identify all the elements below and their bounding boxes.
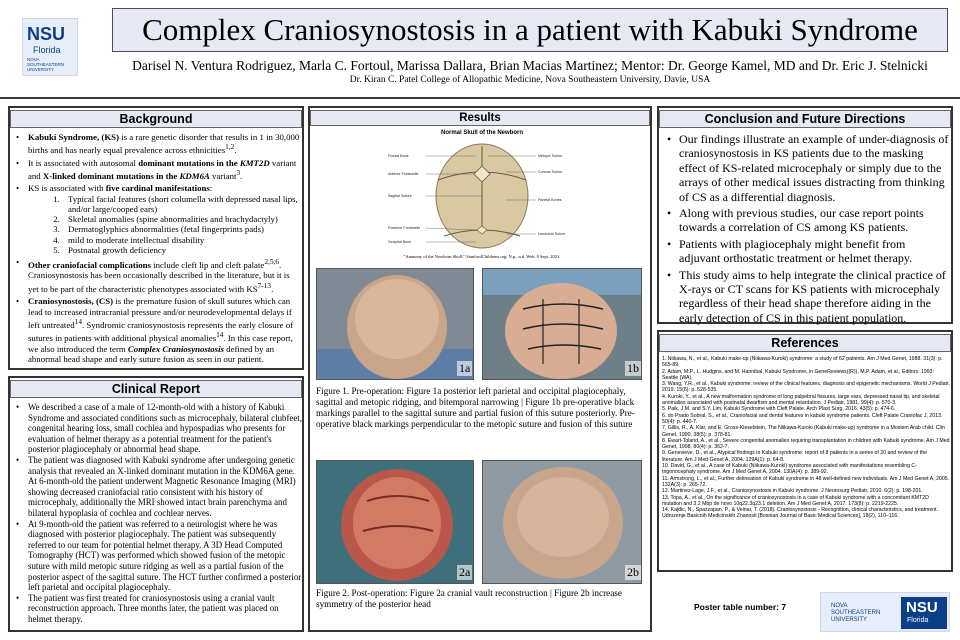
skull-citation: "Anatomy of the Newborn Skull." StanfordChildrens.org. N.p., n.d. Web. 9 Sept. 2021.	[403, 254, 561, 259]
skull-label-metopic-suture: Metopic Suture	[538, 154, 563, 158]
photo-1b	[482, 268, 642, 380]
reference-item: 7. Gillis, R., A. Klar, and E. Gross-Kieselstein, The Niikawa-Kuroki (Kabuki make-up) syndrome in a Moslem Arab child. Clin Genet, 1990. 38(5): p. 378-81.	[662, 425, 945, 438]
photo-label-1a: 1a	[459, 361, 471, 375]
skull-label-anterior-fontanelle: Anterior Fontanelle	[388, 172, 419, 176]
background-item: • Kabuki Syndrome, (KS) is a rare genetic disorder that results in 1 in 30,000 births and has nearly equal prevalence across ethnicities$^{1,2}$.	[14, 132, 300, 156]
manifestation-item: 3. Dermatoglyphics abnormalities (fetal fingerprints pads)	[62, 224, 300, 234]
photo-2a-image	[317, 461, 474, 584]
header-divider	[0, 97, 960, 99]
clinical-item: • The patient was first treated for craniosynostosis using a cranial vault reconstruction approach. Three months later, the patient was placed on helmet therapy.	[14, 593, 302, 625]
clinical-item: • The patient was diagnosed with Kabuki syndrome after undergoing genetic analysis that revealed an X-linked dominant mutation in the KDM6A gene. At 6-month-old the patient underwent Magnetic Resonance Imaging (MRI) showing decreased craniofacial ratio consistent with his history of microcephaly, additionally the MRI showed intact brain parenchyma and bilateral hypoplasia of cochlea and cochlear nerves.	[14, 455, 302, 519]
clinical-report-body	[14, 402, 302, 624]
reference-item: 8. Ewart-Toland, A., et al., Severe congenital anomalies requiring transplantation in children with Kabuki syndrome. Am J Med Genet, 1998. 80(4): p. 362-7.	[662, 437, 950, 451]
manifestation-list	[62, 194, 300, 255]
reference-item: 2. Adam, M.P., L. Hudgins, and M. Hannibal, Kabuki Syndrome, in GeneReviews((R)), M.P. Adam, et al., Editors. 1993: Seattle (WA).	[662, 368, 934, 381]
newborn-skull-diagram	[386, 138, 578, 252]
photo-2b-image	[483, 461, 642, 584]
conclusion-item: • Our findings illustrate an example of under-diagnosis of craniosynostosis in KS patients due to the masking effect of KS-related microcephaly or simply due to the arrays of other medical issues distracting from thinking of CS as a differential diagnosis.	[665, 132, 949, 204]
results-panel	[308, 106, 652, 632]
photo-2a	[316, 460, 474, 584]
clinical-report-panel	[8, 376, 304, 632]
conclusion-title: Conclusion and Future Directions	[659, 110, 951, 128]
conclusion-panel	[657, 106, 953, 324]
photo-label-2b: 2b	[627, 565, 639, 579]
references-body	[662, 356, 950, 520]
reference-item: 9. Genevieve, D., et al., Atypical findings in Kabuki syndrome: report of 8 patients in a series of 20 and review of the literature. Am J Med Genet A, 2004. 129A(1): p. 64-8.	[662, 450, 927, 463]
reference-item: 10. David, G., et al., A case of Kabuki (Niikawa-Kuroki) syndrome associated with manifestations resembling C-trigonocephaly syndrome. Am J Med Genet A, 2004. 130A(4): p. 389-92.	[662, 463, 917, 476]
background-item: • Other craniofacial complications include cleft lip and cleft palate$^{2,5,6}$. Craniosynostosis has been occasionally described in the literature, but it is yet to be part of the characteristic phenotypes associated with KS$^{7-13}$.	[14, 257, 300, 294]
manifestation-item: 2. Skeletal anomalies (spine abnormalities and brachydactyly)	[62, 214, 300, 224]
references-panel	[657, 330, 953, 572]
clinical-item: • We described a case of a male of 12-month-old with a history of Kabuki Syndrome and associated conditions such as microcephaly, bilateral clubfeet, congenital hearing loss, small cochlea and hypospadias who presents for evaluation of helmet therapy as a potential treatment for the patient's posterior plagiocephaly or abnormal head shape.	[14, 402, 302, 455]
results-title: Results	[310, 110, 650, 126]
skull-label-frontal-bone: Frontal Bone	[388, 154, 409, 158]
poster-title: Complex Craniosynostosis in a patient with Kabuki Syndrome	[142, 12, 918, 47]
manifestation-item: 1. Typical facial features (short columella with depressed nasal lips, and/or large/cooped ears)	[62, 194, 300, 214]
skull-label-posterior-fontanelle: Posterior Fontanelle	[388, 226, 421, 230]
references-title: References	[659, 334, 951, 352]
newborn-skull-figure	[386, 130, 578, 268]
conclusion-item: • This study aims to help integrate the clinical practice of X-rays or CT scans for KS patients with microcephaly regardless of their head shape therefore aiding in the early detection of CS in this patient population.	[665, 268, 949, 326]
clinical-item: • At 9-month-old the patient was referred to a neurologist where he was diagnosed with posterior plagiocephaly. The patient was subsequently referred to our team for potential helmet therapy. A 3D Head Computed Tomography (HCT) was performed which showed fusion of the metopic suture with mild metopic suture ridging as well as a partial fusion of the posterior aspect of the sagittal suture. The HCT further confirmed a posterior left parietal and occipital plagiocephaly.	[14, 519, 302, 593]
photo-1a-image	[317, 269, 474, 380]
photo-2b	[482, 460, 642, 584]
background-item: • It is associated with autosomal dominant mutations in the KMT2D variant and X-linked dominant mutations in the KDM6A variant$^3$.	[14, 158, 300, 182]
manifestation-item: 5. Postnatal growth deficiency	[62, 245, 300, 255]
figure-2-caption: Figure 2. Post-operation: Figure 2a cranial vault reconstruction | Figure 2b increase symmetry of the posterior head	[316, 588, 622, 609]
skull-label-coronal-suture: Coronal Suture	[538, 170, 563, 174]
background-title: Background	[10, 110, 302, 128]
skull-label-sagittal-suture: Sagittal Suture	[388, 194, 412, 198]
reference-item: 13. Topa, A., et al., On the significance of craniosynostosis in a case of Kabuki syndrome with a concomitant KMT2D mutation and 3.2 Mbp de novo 10q22.3q23.1 deletion. Am J Med Genet A, 2017. 173(8): p. 2219-2225.	[662, 494, 929, 507]
nsu-badge: NSU Florida	[901, 597, 947, 629]
figure-1-caption: Figure 1. Pre-operation: Figure 1a posterior left parietal and occipital plagiocephaly, sagittal and metopic ridging, and bitemporal narrowing | Figure 1b pre-operative black markings parallel to the sagittal suture and partial fusion of this suture posteriorly. Pre-operative black markings perpendicular to the metopic suture and fusion of this suture	[316, 386, 635, 429]
photo-label-2a: 2a	[459, 565, 471, 579]
reference-item: 11. Armstrong, L., et al., Further delineation of Kabuki syndrome in 48 well-defined new individuals. Am J Med Genet A, 2005. 132A(3): p. 265-72.	[662, 475, 950, 488]
skull-figure-title: Normal Skull of the Newborn	[440, 130, 523, 136]
photo-1a	[316, 268, 474, 380]
affiliation: Dr. Kiran C. Patel College of Allopathic Medicine, Nova Southeastern University, Davie, USA	[349, 75, 711, 85]
reference-item: 5. Paik, J.M. and S.Y. Lim, Kabuki Syndrome with Cleft Palate. Arch Plast Surg, 2016. 43(5): p. 474-6.	[662, 406, 896, 413]
reference-item: 4. Kuroki, Y., et al., A new malformation syndrome of long palpebral fissures, large ears, depressed nasal tip, and skeletal anomalies associated with postnatal dwarfism and mental retardation. J Pediatr, 1981. 99(4): p. 570-3.	[662, 393, 940, 407]
poster-title-box	[112, 8, 948, 52]
reference-item: 3. Wang, Y.R., et al., Kabuki syndrome: review of the clinical features, diagnosis and epigenetic mechanisms. World J Pediatr, 2019. 15(6): p. 528-535.	[662, 381, 950, 394]
background-item: • KS is associated with five cardinal manifestations: 1. Typical facial features (short columella with depressed nasal lips, and/or large/cooped ears) 2. Skeletal anomalies (spine abnormalities and brachydactyly) 3. Dermatoglyphics abnormalities (fetal fingerprints pads) 4. mild to moderate intellectual disability 5. Postnatal growth deficiency	[14, 183, 300, 255]
skull-label-parietal-bones: Parietal Bones	[538, 198, 562, 202]
conclusion-item: • Patients with plagiocephaly might benefit from adjuvant orthostatic treatment or helmet therapy.	[665, 237, 949, 266]
conclusion-body	[665, 132, 949, 327]
nsu-logo-footer: NOVA SOUTHEASTERN UNIVERSITY NSU Florida	[820, 592, 950, 632]
background-panel	[8, 106, 304, 370]
poster-header	[0, 0, 960, 96]
background-item: • Craniosynostosis, (CS) is the premature fusion of skull sutures which can lead to increased intracranial pressure and/or neurodevelopmental delays if left untreated$^{14}$. Syndromic craniosynostosis represents the early closure of sutures in patients with additional physical anomalies$^{14}$. In this case report, we also introduced the term Complex Craniosynostosis defined by an abnormal head shape and early suture fusion as seen in our patient.	[14, 296, 300, 364]
photo-1b-image	[483, 269, 642, 380]
nsu-logo: NSU Florida NOVA SOUTHEASTERN UNIVERSITY	[22, 18, 78, 76]
clinical-report-title: Clinical Report	[10, 380, 302, 398]
reference-item: 14. Kajdic, N., Spazzapan, P., & Velnar, T. (2018). Craniosynostosis - Recognition, clinical characteristics, and treatment. Udruzenje Basicnih Medicinskih Znanosti [Bosnian Journal of Basic Medical Sciences], 18(2), 110–116.	[662, 507, 939, 520]
authors: Darisel N. Ventura Rodriguez, Marla C. Fortoul, Marissa Dallara, Brian Macias Martinez; Mentor: Dr. George Kamel, MD and Dr. Eric J. Stelnicki	[132, 58, 928, 73]
photo-label-1b: 1b	[627, 361, 639, 375]
skull-label-lambdoid-suture: Lambdoid Suture	[538, 232, 566, 236]
reference-item: 1. Niikawa, N., et al., Kabuki make-up (Niikawa-Kuroki) syndrome: a study of 62 patients. Am J Med Genet, 1988. 31(3): p. 565-89.	[662, 356, 943, 369]
manifestation-item: 4. mild to moderate intellectual disability	[62, 235, 300, 245]
poster-table-number: Poster table number: 7	[694, 602, 787, 612]
reference-item: 12. Martinez-Lage, J.F., et al., Craniosynostosis in Kabuki syndrome. J Neurosurg Pediatr, 2010. 6(2): p. 198-201.	[662, 488, 923, 495]
background-body	[14, 132, 300, 366]
conclusion-item: • Along with previous studies, our case report points towards a correlation of CS among KS patients.	[665, 206, 949, 235]
reference-item: 6. do Prado Sobral, S., et al., Craniofacial and dental features in kabuki syndrome patients. Cleft Palate Craniofac J, 2013. 50(4): p. 440-7.	[662, 412, 943, 425]
skull-label-occipital-bone: Occipital Bone	[388, 240, 412, 244]
